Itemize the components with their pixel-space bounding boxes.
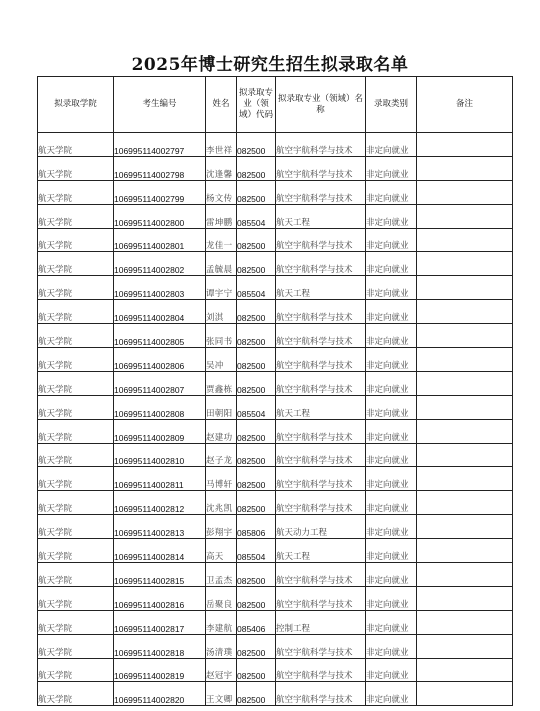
table-row — [38, 252, 513, 276]
admission-table — [37, 76, 513, 706]
cell-college: 航天学院 — [38, 180, 114, 204]
cell-remark — [417, 586, 513, 610]
cell-major-code: 082500 — [237, 180, 276, 204]
cell-major-name: 航空宇航科学与技术 — [276, 348, 366, 372]
cell-remark — [417, 539, 513, 563]
header-major-code: 拟录取专业（领域）代码 — [237, 77, 276, 133]
cell-student-id: 106995114002810 — [114, 443, 206, 467]
table-row — [38, 276, 513, 300]
cell-name: 谭宇宁 — [206, 276, 237, 300]
cell-student-id: 106995114002812 — [114, 491, 206, 515]
table-row — [38, 324, 513, 348]
cell-major-code: 085406 — [237, 610, 276, 634]
cell-student-id: 106995114002801 — [114, 228, 206, 252]
table-row — [38, 682, 513, 706]
cell-major-code: 082500 — [237, 443, 276, 467]
cell-remark — [417, 658, 513, 682]
cell-category: 非定向就业 — [366, 180, 417, 204]
cell-category: 非定向就业 — [366, 610, 417, 634]
cell-name: 雷坤鹏 — [206, 204, 237, 228]
cell-name: 张同书 — [206, 324, 237, 348]
header-major-name: 拟录取专业（领域）名称 — [276, 77, 366, 133]
table-header-row — [38, 77, 513, 133]
header-category: 录取类别 — [366, 77, 417, 133]
cell-category: 非定向就业 — [366, 515, 417, 539]
cell-category: 非定向就业 — [366, 252, 417, 276]
cell-remark — [417, 467, 513, 491]
cell-remark — [417, 300, 513, 324]
table-row — [38, 563, 513, 587]
cell-major-code: 085504 — [237, 204, 276, 228]
table-row — [38, 419, 513, 443]
cell-student-id: 106995114002802 — [114, 252, 206, 276]
cell-college: 航天学院 — [38, 586, 114, 610]
cell-major-name: 航空宇航科学与技术 — [276, 156, 366, 180]
cell-category: 非定向就业 — [366, 395, 417, 419]
cell-major-name: 航空宇航科学与技术 — [276, 252, 366, 276]
table-row — [38, 133, 513, 157]
cell-remark — [417, 276, 513, 300]
table-row — [38, 586, 513, 610]
cell-college: 航天学院 — [38, 491, 114, 515]
table-row — [38, 443, 513, 467]
cell-name: 吴冲 — [206, 348, 237, 372]
cell-college: 航天学院 — [38, 515, 114, 539]
table-body — [38, 133, 513, 706]
header-college: 拟录取学院 — [38, 77, 114, 133]
cell-major-name: 航空宇航科学与技术 — [276, 324, 366, 348]
cell-student-id: 106995114002809 — [114, 419, 206, 443]
cell-student-id: 106995114002804 — [114, 300, 206, 324]
cell-college: 航天学院 — [38, 443, 114, 467]
cell-college: 航天学院 — [38, 563, 114, 587]
cell-major-code: 082500 — [237, 491, 276, 515]
cell-college: 航天学院 — [38, 228, 114, 252]
cell-major-name: 控制工程 — [276, 610, 366, 634]
cell-remark — [417, 156, 513, 180]
cell-major-name: 航天工程 — [276, 276, 366, 300]
cell-student-id: 106995114002800 — [114, 204, 206, 228]
cell-college: 航天学院 — [38, 610, 114, 634]
cell-college: 航天学院 — [38, 634, 114, 658]
table-row — [38, 180, 513, 204]
table-row — [38, 634, 513, 658]
cell-major-name: 航空宇航科学与技术 — [276, 563, 366, 587]
cell-student-id: 106995114002805 — [114, 324, 206, 348]
cell-college: 航天学院 — [38, 371, 114, 395]
table-row — [38, 658, 513, 682]
header-remark: 备注 — [417, 77, 513, 133]
cell-major-code: 082500 — [237, 658, 276, 682]
cell-major-name: 航空宇航科学与技术 — [276, 634, 366, 658]
cell-name: 李建航 — [206, 610, 237, 634]
table-row — [38, 371, 513, 395]
cell-student-id: 106995114002806 — [114, 348, 206, 372]
cell-major-code: 082500 — [237, 634, 276, 658]
table-row — [38, 348, 513, 372]
cell-remark — [417, 563, 513, 587]
cell-name: 李世祥 — [206, 133, 237, 157]
cell-college: 航天学院 — [38, 276, 114, 300]
cell-remark — [417, 634, 513, 658]
cell-name: 杨文传 — [206, 180, 237, 204]
cell-major-code: 082500 — [237, 419, 276, 443]
cell-major-name: 航空宇航科学与技术 — [276, 682, 366, 706]
cell-name: 汤清璞 — [206, 634, 237, 658]
cell-category: 非定向就业 — [366, 133, 417, 157]
cell-name: 赵子龙 — [206, 443, 237, 467]
cell-major-name: 航天动力工程 — [276, 515, 366, 539]
cell-remark — [417, 228, 513, 252]
cell-college: 航天学院 — [38, 324, 114, 348]
cell-student-id: 106995114002818 — [114, 634, 206, 658]
cell-category: 非定向就业 — [366, 324, 417, 348]
cell-student-id: 106995114002797 — [114, 133, 206, 157]
cell-major-code: 082500 — [237, 371, 276, 395]
cell-category: 非定向就业 — [366, 467, 417, 491]
cell-student-id: 106995114002799 — [114, 180, 206, 204]
cell-name: 高天 — [206, 539, 237, 563]
table-row — [38, 228, 513, 252]
cell-remark — [417, 371, 513, 395]
cell-category: 非定向就业 — [366, 276, 417, 300]
cell-college: 航天学院 — [38, 156, 114, 180]
cell-major-code: 082500 — [237, 252, 276, 276]
cell-category: 非定向就业 — [366, 491, 417, 515]
cell-name: 孟毓晨 — [206, 252, 237, 276]
cell-major-name: 航空宇航科学与技术 — [276, 419, 366, 443]
table-row — [38, 610, 513, 634]
table-row — [38, 395, 513, 419]
cell-major-code: 082500 — [237, 133, 276, 157]
cell-student-id: 106995114002813 — [114, 515, 206, 539]
cell-major-name: 航天工程 — [276, 539, 366, 563]
cell-major-name: 航空宇航科学与技术 — [276, 658, 366, 682]
cell-name: 沈兆凯 — [206, 491, 237, 515]
cell-remark — [417, 180, 513, 204]
cell-college: 航天学院 — [38, 395, 114, 419]
header-name: 姓名 — [206, 77, 237, 133]
cell-major-code: 085504 — [237, 539, 276, 563]
cell-major-code: 082500 — [237, 324, 276, 348]
cell-name: 刘淇 — [206, 300, 237, 324]
cell-major-code: 085504 — [237, 276, 276, 300]
cell-major-name: 航空宇航科学与技术 — [276, 443, 366, 467]
cell-remark — [417, 443, 513, 467]
cell-college: 航天学院 — [38, 348, 114, 372]
cell-major-name: 航空宇航科学与技术 — [276, 586, 366, 610]
cell-student-id: 106995114002808 — [114, 395, 206, 419]
cell-major-name: 航空宇航科学与技术 — [276, 180, 366, 204]
cell-remark — [417, 133, 513, 157]
table-row — [38, 539, 513, 563]
cell-student-id: 106995114002798 — [114, 156, 206, 180]
table-row — [38, 515, 513, 539]
cell-student-id: 106995114002811 — [114, 467, 206, 491]
cell-name: 彭翔宇 — [206, 515, 237, 539]
cell-major-code: 082500 — [237, 467, 276, 491]
cell-major-name: 航空宇航科学与技术 — [276, 228, 366, 252]
cell-college: 航天学院 — [38, 467, 114, 491]
cell-major-name: 航天工程 — [276, 204, 366, 228]
cell-category: 非定向就业 — [366, 419, 417, 443]
cell-college: 航天学院 — [38, 300, 114, 324]
cell-remark — [417, 252, 513, 276]
cell-name: 赵冠宇 — [206, 658, 237, 682]
cell-remark — [417, 324, 513, 348]
cell-category: 非定向就业 — [366, 586, 417, 610]
table-row — [38, 467, 513, 491]
header-student-id: 考生编号 — [114, 77, 206, 133]
cell-category: 非定向就业 — [366, 658, 417, 682]
cell-major-code: 082500 — [237, 563, 276, 587]
cell-major-name: 航空宇航科学与技术 — [276, 491, 366, 515]
cell-student-id: 106995114002807 — [114, 371, 206, 395]
cell-student-id: 106995114002820 — [114, 682, 206, 706]
cell-name: 龙佳一 — [206, 228, 237, 252]
cell-student-id: 106995114002814 — [114, 539, 206, 563]
cell-category: 非定向就业 — [366, 228, 417, 252]
cell-category: 非定向就业 — [366, 539, 417, 563]
cell-major-code: 082500 — [237, 586, 276, 610]
cell-remark — [417, 682, 513, 706]
cell-name: 马博轩 — [206, 467, 237, 491]
cell-student-id: 106995114002817 — [114, 610, 206, 634]
cell-college: 航天学院 — [38, 133, 114, 157]
cell-name: 赵建功 — [206, 419, 237, 443]
cell-major-name: 航空宇航科学与技术 — [276, 133, 366, 157]
cell-name: 贾鑫栋 — [206, 371, 237, 395]
cell-student-id: 106995114002803 — [114, 276, 206, 300]
cell-category: 非定向就业 — [366, 634, 417, 658]
cell-college: 航天学院 — [38, 539, 114, 563]
cell-name: 卫孟杰 — [206, 563, 237, 587]
cell-college: 航天学院 — [38, 658, 114, 682]
cell-student-id: 106995114002819 — [114, 658, 206, 682]
cell-name: 岳聚良 — [206, 586, 237, 610]
cell-remark — [417, 204, 513, 228]
cell-student-id: 106995114002815 — [114, 563, 206, 587]
cell-remark — [417, 395, 513, 419]
table-row — [38, 204, 513, 228]
cell-college: 航天学院 — [38, 682, 114, 706]
cell-major-code: 082500 — [237, 228, 276, 252]
cell-remark — [417, 491, 513, 515]
cell-major-name: 航空宇航科学与技术 — [276, 300, 366, 324]
cell-category: 非定向就业 — [366, 563, 417, 587]
table-row — [38, 491, 513, 515]
cell-category: 非定向就业 — [366, 443, 417, 467]
page-title: 2025年博士研究生招生拟录取名单 — [131, 55, 409, 75]
cell-college: 航天学院 — [38, 252, 114, 276]
cell-name: 田朝阳 — [206, 395, 237, 419]
cell-major-name: 航空宇航科学与技术 — [276, 371, 366, 395]
cell-category: 非定向就业 — [366, 682, 417, 706]
table-row — [38, 300, 513, 324]
cell-major-name: 航天工程 — [276, 395, 366, 419]
cell-remark — [417, 419, 513, 443]
cell-major-name: 航空宇航科学与技术 — [276, 467, 366, 491]
cell-major-code: 085504 — [237, 395, 276, 419]
cell-college: 航天学院 — [38, 204, 114, 228]
cell-name: 王文卿 — [206, 682, 237, 706]
cell-category: 非定向就业 — [366, 371, 417, 395]
cell-remark — [417, 515, 513, 539]
cell-major-code: 082500 — [237, 300, 276, 324]
table-row — [38, 156, 513, 180]
cell-major-code: 082500 — [237, 348, 276, 372]
cell-college: 航天学院 — [38, 419, 114, 443]
cell-major-code: 085806 — [237, 515, 276, 539]
cell-category: 非定向就业 — [366, 204, 417, 228]
cell-remark — [417, 348, 513, 372]
cell-major-code: 082500 — [237, 156, 276, 180]
cell-category: 非定向就业 — [366, 300, 417, 324]
cell-category: 非定向就业 — [366, 348, 417, 372]
cell-category: 非定向就业 — [366, 156, 417, 180]
cell-student-id: 106995114002816 — [114, 586, 206, 610]
cell-name: 沈逢馨 — [206, 156, 237, 180]
cell-major-code: 082500 — [237, 682, 276, 706]
cell-remark — [417, 610, 513, 634]
